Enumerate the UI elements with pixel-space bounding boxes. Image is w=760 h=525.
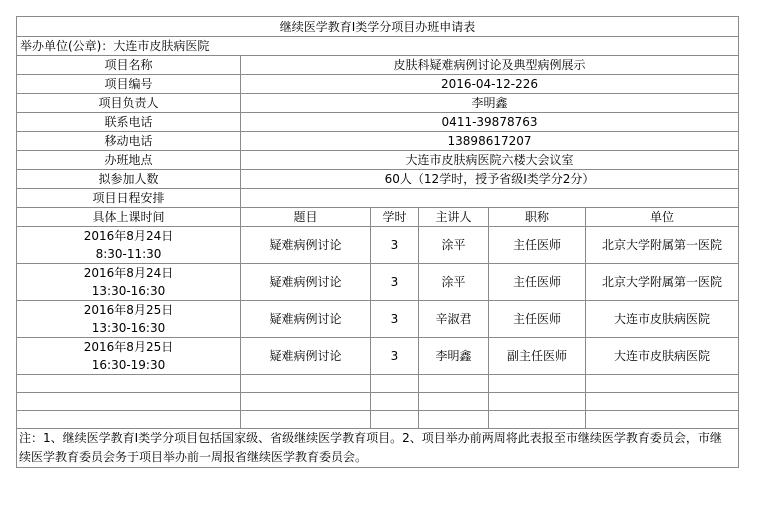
session-title: 主任医师 (489, 227, 586, 264)
field-label: 联系电话 (17, 113, 241, 132)
field-row-venue (17, 151, 739, 170)
field-value: 2016-04-12-226 (241, 75, 739, 94)
session-hours: 3 (371, 301, 419, 338)
session-lecturer: 李明鑫 (419, 338, 489, 375)
session-topic: 疑难病例讨论 (241, 227, 371, 264)
session-time: 8:30-11:30 (95, 247, 162, 261)
field-label: 项目编号 (17, 75, 241, 94)
field-value (241, 189, 739, 208)
field-row-mobile (17, 132, 739, 151)
empty-cell (241, 411, 371, 429)
form-title: 继续医学教育I类学分项目办班申请表 (17, 17, 739, 37)
empty-cell (489, 411, 586, 429)
session-row (17, 301, 739, 338)
empty-row (17, 411, 739, 429)
field-value: 13898617207 (241, 132, 739, 151)
session-datetime (17, 338, 241, 375)
session-topic: 疑难病例讨论 (241, 301, 371, 338)
organizer-row (17, 37, 739, 56)
session-unit: 北京大学附属第一医院 (586, 264, 739, 301)
empty-cell (371, 393, 419, 411)
field-value: 60人（12学时，授予省级I类学分2分） (241, 170, 739, 189)
session-hours: 3 (371, 264, 419, 301)
empty-cell (586, 411, 739, 429)
note-line: 续医学教育委员会务于项目举办前一周报省继续医学教育委员会。 (19, 450, 368, 464)
session-title: 主任医师 (489, 264, 586, 301)
session-topic: 疑难病例讨论 (241, 338, 371, 375)
organizer-label: 举办单位(公章)： (20, 39, 114, 53)
empty-cell (419, 375, 489, 393)
empty-cell (419, 411, 489, 429)
field-label: 办班地点 (17, 151, 241, 170)
session-lecturer: 涂平 (419, 264, 489, 301)
header-hours: 学时 (371, 208, 419, 227)
header-lecturer: 主讲人 (419, 208, 489, 227)
session-date: 2016年8月24日 (83, 229, 174, 243)
field-row-phone (17, 113, 739, 132)
header-time: 具体上课时间 (17, 208, 241, 227)
field-value: 李明鑫 (241, 94, 739, 113)
header-topic: 题目 (241, 208, 371, 227)
field-row-attendees (17, 170, 739, 189)
empty-cell (17, 393, 241, 411)
field-row-project-leader (17, 94, 739, 113)
empty-cell (17, 375, 241, 393)
session-date: 2016年8月25日 (83, 303, 174, 317)
session-time: 13:30-16:30 (91, 284, 166, 298)
session-hours: 3 (371, 338, 419, 375)
field-row-project-name (17, 56, 739, 75)
session-time: 13:30-16:30 (91, 321, 166, 335)
field-value: 0411-39878763 (241, 113, 739, 132)
field-label: 项目负责人 (17, 94, 241, 113)
application-form-table (16, 16, 739, 468)
empty-cell (17, 411, 241, 429)
field-row-project-number (17, 75, 739, 94)
field-label: 项目日程安排 (17, 189, 241, 208)
session-unit: 北京大学附属第一医院 (586, 227, 739, 264)
field-label: 项目名称 (17, 56, 241, 75)
field-label: 拟参加人数 (17, 170, 241, 189)
session-unit: 大连市皮肤病医院 (586, 338, 739, 375)
note-row (17, 429, 739, 468)
session-row (17, 264, 739, 301)
session-title: 主任医师 (489, 301, 586, 338)
empty-cell (371, 411, 419, 429)
header-unit: 单位 (586, 208, 739, 227)
session-topic: 疑难病例讨论 (241, 264, 371, 301)
empty-cell (586, 393, 739, 411)
session-datetime (17, 301, 241, 338)
schedule-header-row (17, 208, 739, 227)
empty-row (17, 393, 739, 411)
field-row-schedule (17, 189, 739, 208)
session-row (17, 338, 739, 375)
empty-cell (241, 375, 371, 393)
note-line: 注：1、继续医学教育Ⅰ类学分项目包括国家级、省级继续医学教育项目。2、项目举办前两周将此表报至市继续医学教育委员会，市继 (19, 431, 722, 445)
empty-cell (419, 393, 489, 411)
session-title: 副主任医师 (489, 338, 586, 375)
session-lecturer: 涂平 (419, 227, 489, 264)
session-unit: 大连市皮肤病医院 (586, 301, 739, 338)
organizer-value: 大连市皮肤病医院 (113, 39, 210, 53)
empty-cell (586, 375, 739, 393)
empty-cell (371, 375, 419, 393)
empty-cell (489, 393, 586, 411)
session-date: 2016年8月25日 (83, 340, 174, 354)
header-title: 职称 (489, 208, 586, 227)
session-time: 16:30-19:30 (91, 358, 166, 372)
field-value: 大连市皮肤病医院六楼大会议室 (241, 151, 739, 170)
empty-row (17, 375, 739, 393)
empty-cell (489, 375, 586, 393)
session-row (17, 227, 739, 264)
note-text (17, 429, 739, 468)
session-date: 2016年8月24日 (83, 266, 174, 280)
session-datetime (17, 227, 241, 264)
session-datetime (17, 264, 241, 301)
session-lecturer: 辛淑君 (419, 301, 489, 338)
field-label: 移动电话 (17, 132, 241, 151)
empty-cell (241, 393, 371, 411)
session-hours: 3 (371, 227, 419, 264)
field-value: 皮肤科疑难病例讨论及典型病例展示 (241, 56, 739, 75)
